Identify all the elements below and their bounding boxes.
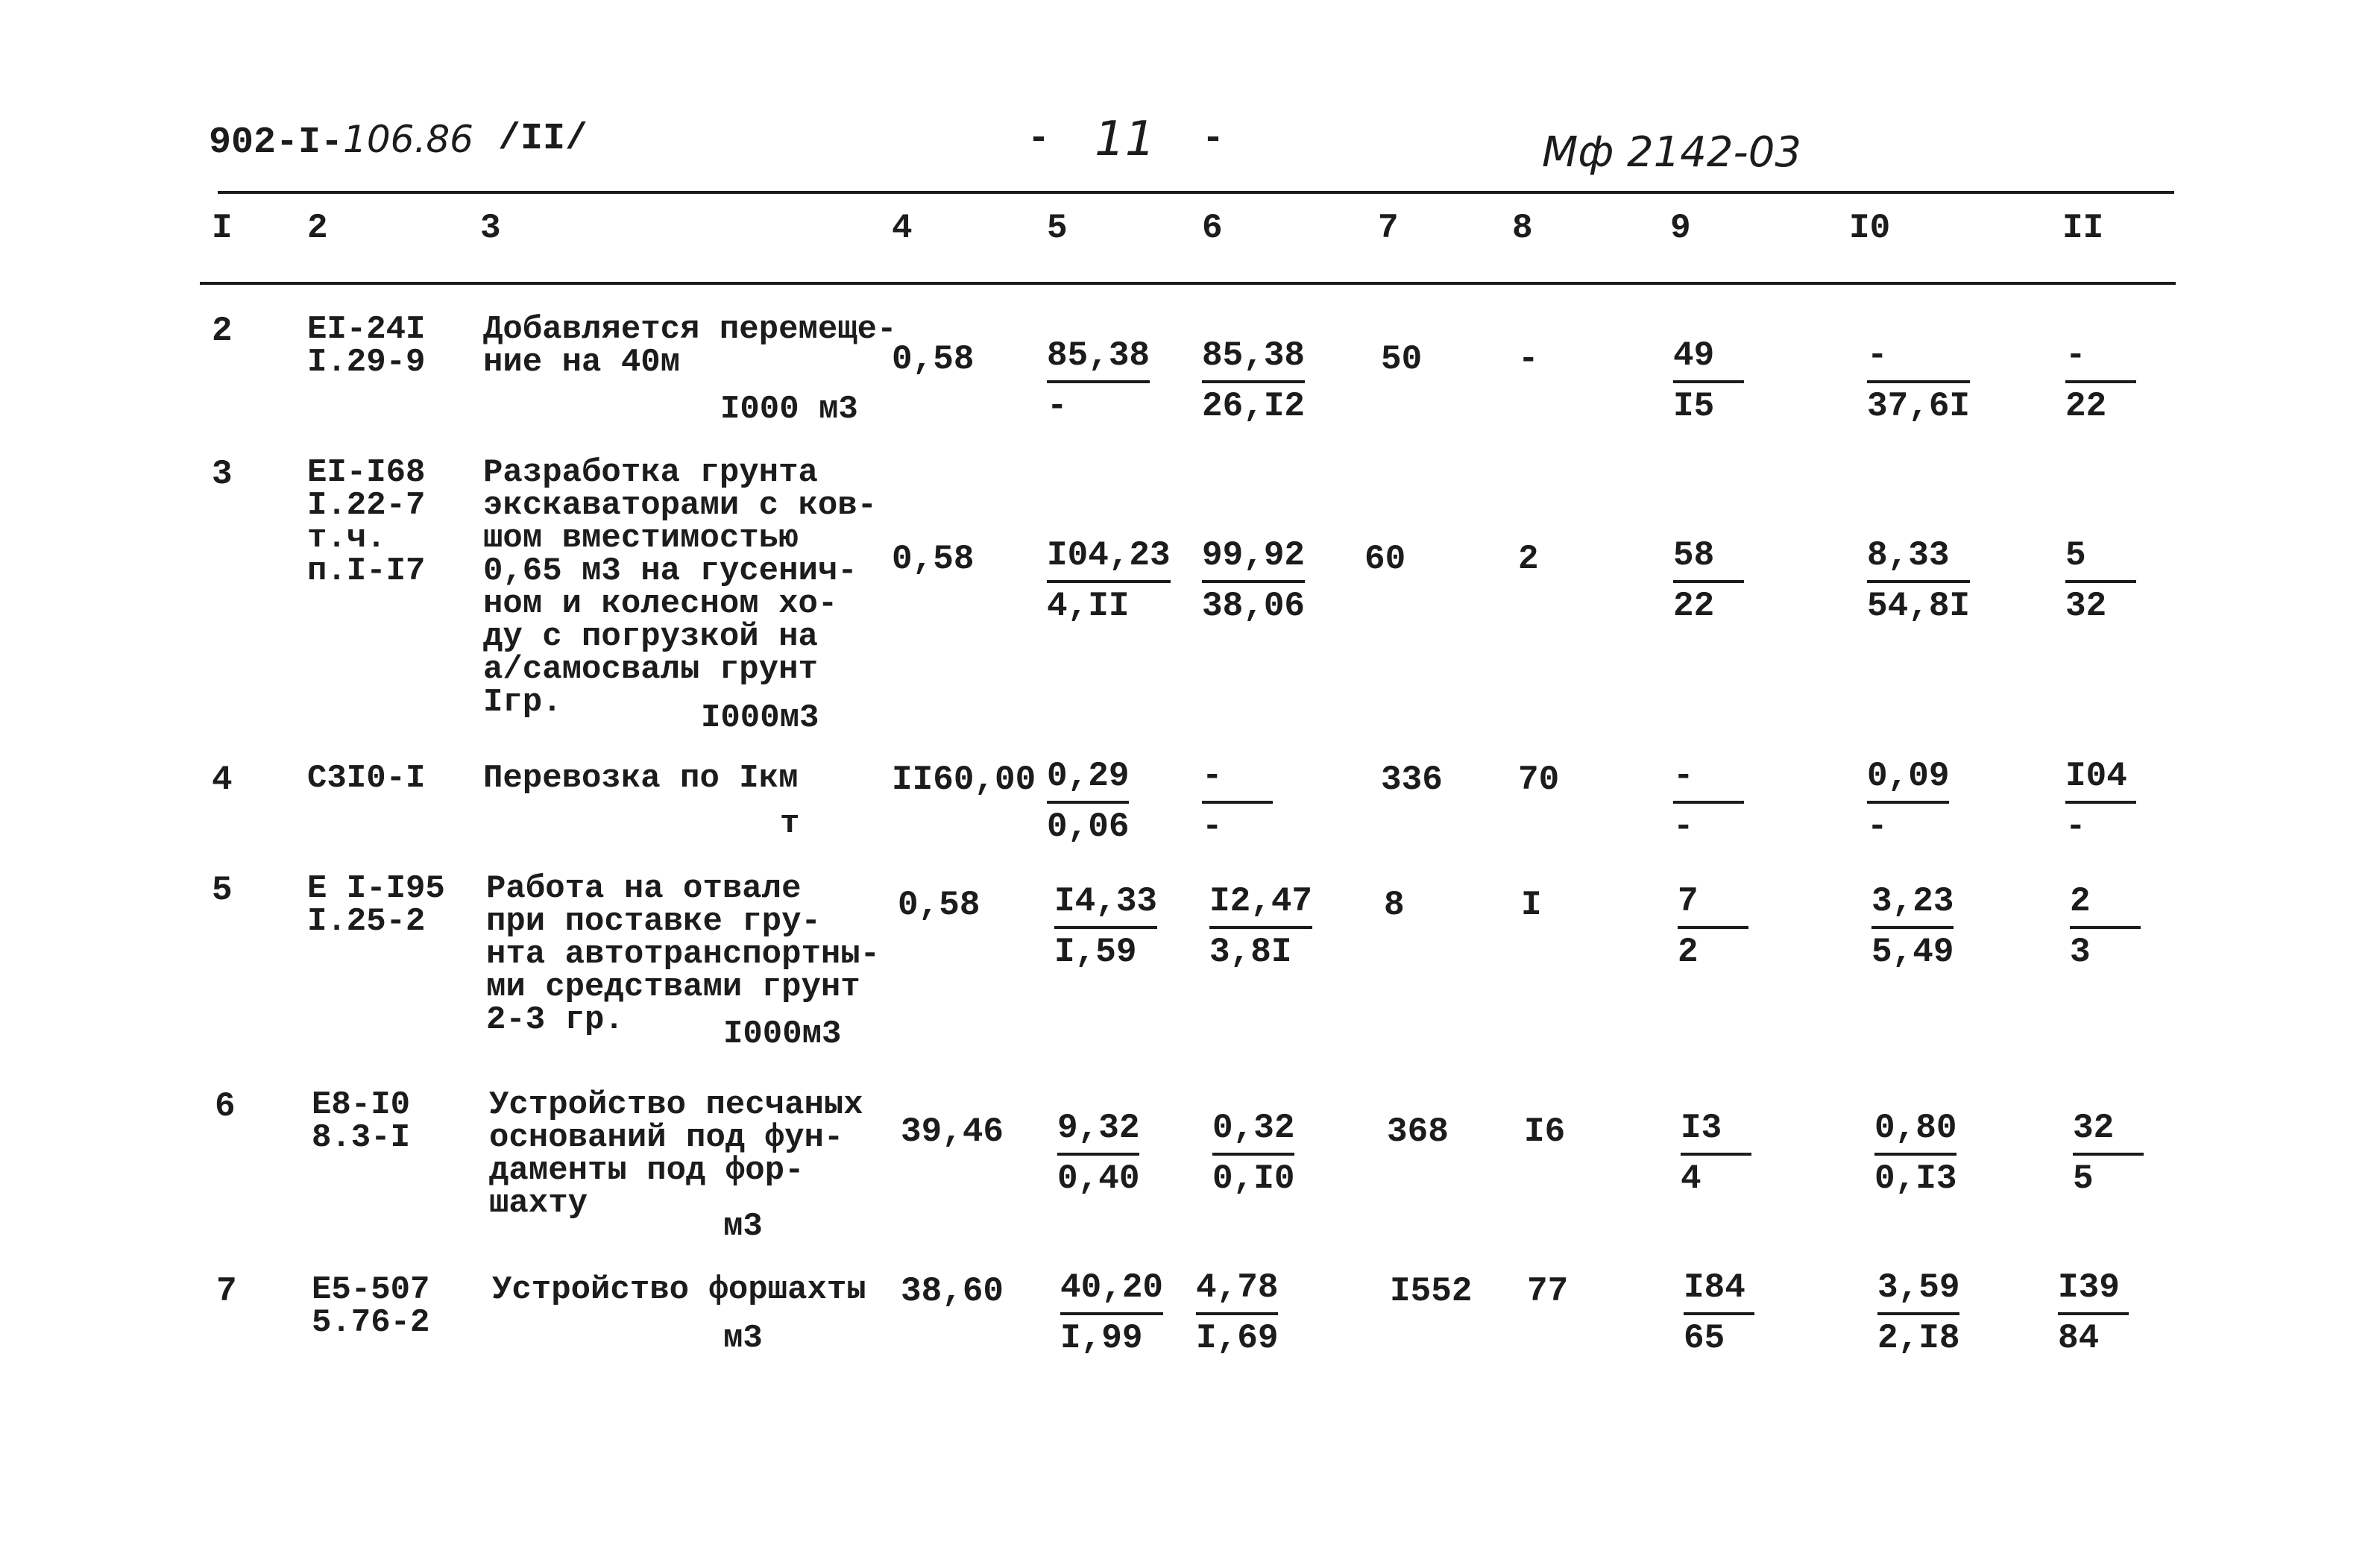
column-number: 8 — [1512, 209, 1533, 248]
column-7-value: 368 — [1387, 1112, 1449, 1151]
cost-fraction: $\frac{9,32}{0,40}$ — [1057, 1109, 1140, 1198]
column-8-value: I6 — [1524, 1112, 1566, 1151]
rate-code: E5-507 5.76-2 — [312, 1271, 430, 1341]
rate-code: C3I0-I — [307, 760, 426, 797]
cost-fraction: $\frac{0,80}{0,I3}$ — [1874, 1109, 1957, 1198]
cost-fraction: 85,38 - — [1047, 336, 1150, 426]
column-number: II — [2062, 209, 2104, 248]
page-dash-left: - — [1027, 118, 1051, 160]
work-description: Добавляется перемеще- ние на 40м — [483, 311, 897, 381]
rate-code: E8-I0 8.3-I — [312, 1086, 411, 1156]
row-number: 3 — [212, 455, 233, 494]
unit-of-measure: м3 — [723, 1208, 763, 1245]
column-7-value: 336 — [1381, 760, 1443, 799]
cost-fraction: $\frac{32}{5}$ — [2073, 1111, 2144, 1200]
column-number: 5 — [1047, 209, 1068, 248]
row-number: 2 — [212, 312, 233, 350]
cost-fraction: - 37,6I — [1867, 336, 1971, 426]
column-number: I — [212, 209, 233, 248]
column-8-value: 2 — [1518, 540, 1539, 579]
page-dash-right: - — [1202, 118, 1225, 160]
cost-fraction: $\frac{3,59}{2,I8}$ — [1877, 1268, 1960, 1358]
cost-fraction: $\frac{I39}{84}$ — [2058, 1270, 2129, 1360]
quantity: 0,58 — [892, 340, 975, 379]
column-number: 7 — [1378, 209, 1399, 248]
work-description: Устройство песчаных оснований под фун- даменты под фор- шахту — [489, 1086, 863, 1222]
column-number: 4 — [892, 209, 913, 248]
column-7-value: I552 — [1390, 1272, 1473, 1311]
cost-fraction: $\frac{85,38}{26,I2}$ — [1202, 336, 1306, 426]
unit-of-measure: т — [780, 805, 800, 843]
column-7-value: 50 — [1381, 340, 1423, 379]
cost-fraction: $\frac{I4,33}{I,59}$ — [1054, 882, 1158, 971]
work-description: Работа на отвале при поставке гру- нта автотранспортны- ми средствами грунт 2-3 гр. — [486, 870, 881, 1039]
column-8-value: I — [1521, 886, 1542, 925]
row-number: 5 — [212, 871, 233, 910]
page-number: 11 — [1095, 112, 1156, 167]
cost-fraction: $\frac{40,20}{I,99}$ — [1060, 1268, 1164, 1358]
unit-of-measure: I000м3 — [723, 1015, 842, 1053]
column-number: 3 — [480, 209, 501, 248]
quantity: 38,60 — [901, 1272, 1004, 1311]
rate-code: EI-24I I.29-9 — [307, 311, 426, 381]
cost-fraction: - - — [1673, 759, 1744, 848]
column-number: 6 — [1202, 209, 1223, 248]
quantity: II60,00 — [892, 760, 1036, 799]
cost-fraction: $\frac{5}{32}$ — [2065, 538, 2136, 628]
rate-code: EI-I68 I.22-7 т.ч. п.I-I7 — [307, 454, 426, 590]
column-7-value: 8 — [1384, 886, 1405, 925]
column-8-value: - — [1518, 340, 1539, 379]
document-code: 902-I-106.86 — [209, 118, 473, 164]
cost-fraction: $\frac{49}{I5}$ — [1673, 338, 1744, 428]
quantity: 0,58 — [892, 540, 975, 579]
work-description: Устройство форшахты — [492, 1271, 866, 1309]
section-number: /II/ — [498, 118, 588, 160]
cost-fraction: $\frac{2}{3}$ — [2070, 884, 2141, 974]
column-8-value: 77 — [1527, 1272, 1569, 1311]
cost-fraction: $\frac{3,23}{5,49}$ — [1871, 882, 1954, 971]
row-number: 4 — [212, 760, 233, 799]
column-number: 9 — [1670, 209, 1691, 248]
cost-fraction: $\frac{I3}{4}$ — [1681, 1111, 1751, 1200]
cost-fraction: - 22 — [2065, 338, 2136, 428]
unit-of-measure: I000м3 — [701, 699, 819, 737]
row-number: 7 — [216, 1272, 237, 1311]
table-top-rule — [218, 191, 2174, 194]
unit-of-measure: м3 — [723, 1320, 763, 1357]
cost-fraction: $\frac{0,32}{0,I0}$ — [1212, 1109, 1295, 1198]
cost-fraction: $\frac{I04,23}{4,II}$ — [1047, 536, 1171, 626]
cost-fraction: $\frac{99,92}{38,06}$ — [1202, 536, 1306, 626]
column-8-value: 70 — [1518, 760, 1560, 799]
sheet-code: Мф 2142-03 — [1542, 128, 1801, 177]
column-7-value: 60 — [1364, 540, 1406, 579]
cost-fraction: $\frac{I84}{65}$ — [1684, 1270, 1754, 1360]
quantity: 39,46 — [901, 1112, 1004, 1151]
rate-code: E I-I95 I.25-2 — [307, 870, 445, 940]
column-number: I0 — [1849, 209, 1891, 248]
cost-fraction: $\frac{0,29}{0,06}$ — [1047, 757, 1130, 846]
cost-fraction: $\frac{I2,47}{3,8I}$ — [1209, 882, 1313, 971]
table-header-rule — [200, 282, 2176, 285]
cost-fraction: - - — [1202, 759, 1273, 848]
column-number: 2 — [307, 209, 328, 248]
cost-fraction: $\frac{8,33}{54,8I}$ — [1867, 536, 1971, 626]
row-number: 6 — [215, 1087, 236, 1126]
cost-fraction: 0,09 - — [1867, 757, 1950, 846]
cost-fraction: $\frac{4,78}{I,69}$ — [1196, 1268, 1279, 1358]
work-description: Перевозка по Iкм — [483, 760, 799, 797]
quantity: 0,58 — [898, 886, 980, 925]
cost-fraction: $\frac{58}{22}$ — [1673, 538, 1744, 628]
unit-of-measure: I000 м3 — [720, 391, 858, 428]
cost-fraction: I04 - — [2065, 759, 2136, 848]
cost-fraction: $\frac{7}{2}$ — [1678, 884, 1748, 974]
work-description: Разработка грунта экскаваторами с ков- шом вместимостью 0,65 м3 на гусенич- ном и колесном хо- ду с погрузкой на а/самосвалы грунт Iгр. — [483, 454, 878, 721]
